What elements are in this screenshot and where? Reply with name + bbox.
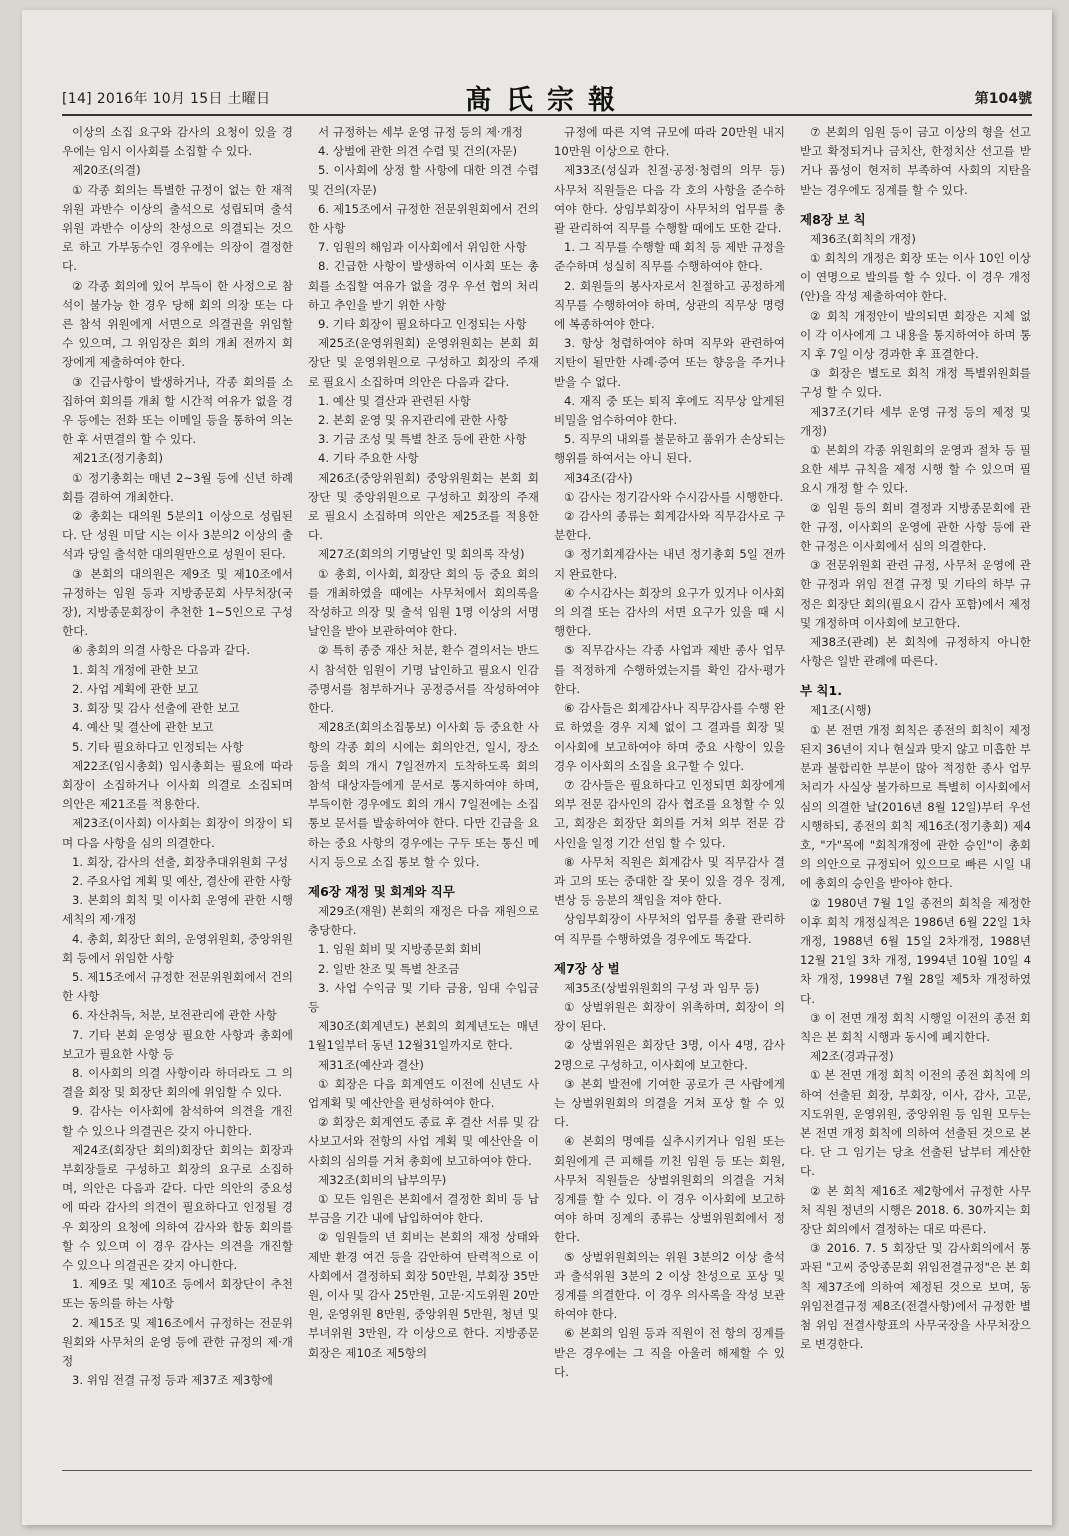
text-paragraph: 7. 임원의 해임과 이사회에서 위임한 사항 [318, 240, 527, 255]
text-paragraph: ④ 수시감사는 회장의 요구가 있거나 이사회의 의결 또는 감사의 서면 요구가 있을 때 시행한다. [554, 585, 785, 639]
newspaper-page [22, 10, 1052, 1525]
text-paragraph: ③ 본회의 대의원은 제9조 및 제10조에서 규정하는 임원 등과 지방종문회 사무처장(국장), 지방종문회장이 추천한 1~5인으로 구성 한다. [62, 566, 293, 639]
text-paragraph: 6. 자산취득, 처분, 보전관리에 관한 사항 [72, 1008, 277, 1023]
text-paragraph: 1. 제9조 및 제10조 등에서 회장단이 추천 또는 동의를 하는 사항 [62, 1277, 293, 1311]
text-paragraph: 2. 일반 찬조 및 특별 찬조금 [318, 961, 460, 976]
text-paragraph: 2. 본회 운영 및 유지관리에 관한 사항 [318, 413, 508, 428]
text-paragraph: 제30조(회계년도) 본회의 회계년도는 매년 1월1일부터 동년 12월31일까지로 한다. [308, 1019, 539, 1053]
text-paragraph: 제1조(시행) [810, 703, 872, 718]
text-paragraph: 제34조(감사) [564, 470, 633, 485]
text-paragraph: ② 회칙 개정안이 발의되면 회장은 지체 없이 각 이사에게 그 내용을 통지하여야 하며 통지 후 7일 이상 경과한 후 표결한다. [800, 308, 1031, 362]
text-paragraph: ⑧ 사무처 직원은 회계감사 및 직무감사 결과 고의 또는 중대한 잘 못이 있을 경우 징계, 변상 등 응분의 책임을 져야 한다. [554, 854, 785, 908]
text-paragraph: 9. 기타 회장이 필요하다고 인정되는 사항 [318, 317, 527, 332]
text-paragraph: ③ 전문위원회 관련 규정, 사무처 운영에 관한 규정과 위임 전결 규정 및 기타의 하부 규정은 회장단 회의(필요시 감사 포함)에서 제정 및 개정하며 이사회에 보고한다. [800, 558, 1031, 630]
text-paragraph: 제32조(회비의 납부의무) [318, 1172, 447, 1187]
text-paragraph: ② 본 회칙 제16조 제2항에서 규정한 사무처 직원 정년의 시행은 2018. 6. 30까지는 회장단 회의에서 결정하는 대로 따른다. [800, 1183, 1031, 1236]
text-paragraph: ① 감사는 정기감사와 수시감사를 시행한다. [564, 489, 784, 504]
text-paragraph: 서 규정하는 세부 운영 규정 등의 제·개정 [318, 125, 523, 139]
text-paragraph: 2. 사업 계획에 관한 보고 [72, 681, 199, 696]
text-paragraph: ① 각종 회의는 특별한 규정이 없는 한 재적위원 과반수 이상의 출석으로 성립되며 출석위원 과반수 이상의 찬성으로 의결되는 것으로 하고 가부동수인 경우에는 의장이 결정한다. [62, 182, 293, 274]
text-paragraph: 상임부회장이 사무처의 업무를 총괄 관리하여 직무를 수행하였을 경우에도 똑같다. [554, 912, 785, 946]
text-paragraph: ② 감사의 종류는 회계감사와 직무감사로 구분한다. [554, 509, 785, 543]
text-paragraph: ③ 이 전면 개정 회칙 시행일 이전의 종전 회칙은 본 회칙 시행과 동시에 폐지한다. [800, 1010, 1031, 1044]
text-paragraph: 제37조(기타 세부 운영 규정 등의 제정 및 개정) [800, 404, 1031, 438]
text-paragraph: 제2조(경과규정) [810, 1049, 894, 1064]
text-paragraph: 4. 상벌에 관한 의견 수렴 및 건의(자문) [318, 144, 518, 159]
text-paragraph: 제26조(중앙위원회) 중앙위원회는 본회 회장단 및 중앙위원으로 구성하고 회장의 주재로 필요시 소집하며 의안은 제25조를 적용한다. [308, 470, 539, 543]
column-3 [554, 123, 785, 1458]
text-paragraph: ③ 본회 발전에 기여한 공로가 큰 사람에게는 상벌위원회의 의결을 거쳐 포상 할 수 있다. [554, 1076, 785, 1130]
text-paragraph: 5. 기타 필요하다고 인정되는 사항 [72, 739, 244, 754]
text-paragraph: 제27조(회의의 기명날인 및 회의록 작성) [318, 547, 525, 562]
text-paragraph: 4. 총회, 회장단 회의, 운영위원회, 중앙위원회 등에서 위임한 사항 [62, 931, 293, 965]
text-paragraph: 1. 회장, 감사의 선출, 회장추대위원회 구성 [72, 854, 289, 869]
text-paragraph: 8. 이사회의 의결 사항이라 하더라도 그 의결을 회장 및 회장단 회의에 위임할 수 있다. [62, 1065, 293, 1100]
text-paragraph: ⑦ 본회의 임원 등이 금고 이상의 형을 선고 받고 확정되거나 금치산, 한정치산 선고를 받거나 품성이 현저히 부족하여 사회의 지탄을 받는 경우에도 징계를 할 수 있다. [800, 125, 1031, 197]
text-paragraph: 2. 제15조 및 제16조에서 규정하는 전문위원회와 사무처의 운영 등에 관한 규정의 제·개정 [62, 1315, 293, 1368]
text-paragraph: ② 각종 회의에 있어 부득이 한 사정으로 참석이 불가능 한 경우 당해 회의 의장 또는 다른 참석 위원에게 서면으로 의결권을 위임할 수 있으며, 그 위임장은 회의 개최 전까지 회장에게 제출하여야 한다. [62, 278, 293, 370]
text-paragraph: 제23조(이사회) 이사회는 회장이 의장이 되며 다음 사항을 심의 의결한다. [62, 816, 293, 850]
text-paragraph: 1. 임원 회비 및 지방종문회 회비 [318, 942, 482, 957]
text-paragraph: 5. 제15조에서 규정한 전문위원회에서 건의한 사항 [62, 969, 293, 1004]
text-paragraph: 9. 감사는 이사회에 참석하여 의견을 개진 할 수 있으나 의결권은 갖지 아니한다. [62, 1104, 293, 1138]
text-paragraph: ① 본 전면 개정 회칙은 종전의 회칙이 제정된지 36년이 지나 현실과 맞지 않고 미흡한 부분과 불합리한 부분이 많아 적정한 종사 업무처리가 사실상 불가하므로 특별히 이사회에서 심의 의결한 날(2016년 8월 12일)부터 우선 시행하되, 종전의 회칙 제16조(정기총회) 제4호, "가"목에 "회칙개정에 관한 승인"이 총회의 의안으로 규정되어 있으므로 빠른 시일 내에 총회의 승인을 받아야 한다. [800, 722, 1031, 891]
text-paragraph: 규정에 따른 지역 규모에 따라 20만원 내지 10만원 이상으로 한다. [554, 125, 785, 159]
text-paragraph: ① 모든 임원은 본회에서 결정한 회비 등 납부금을 기간 내에 납입하여야 한다. [308, 1191, 539, 1226]
bottom-rule [62, 1470, 1032, 1471]
text-paragraph: 제25조(운영위원회) 운영위원회는 본회 회장단 및 운영위원으로 구성하고 회장의 주재로 필요시 소집하며 의안은 다음과 같다. [308, 336, 539, 389]
text-paragraph: 1. 그 직무를 수행할 때 회칙 등 제반 규정을 준수하며 성실히 직무를 수행하여야 한다. [554, 240, 785, 274]
text-paragraph: 제33조(성실과 친절·공정·청렴의 의무 등) 사무처 직원들은 다음 각 호의 사항을 준수하여야 한다. 상임부회장이 사무처의 업무를 총괄 관리하여 직무를 수행할 때에도 또한 같다. [554, 163, 785, 236]
article-columns [62, 123, 1032, 1458]
date-line: [14] 2016年 10月 15日 土曜日 [62, 91, 271, 107]
text-paragraph: 3. 위임 전결 규정 등과 제37조 제3항에 [72, 1373, 273, 1388]
text-paragraph: 1. 회칙 개정에 관한 보고 [72, 662, 199, 677]
text-paragraph: 7. 기타 본회 운영상 필요한 사항과 총회에 보고가 필요한 사항 등 [62, 1027, 293, 1061]
chapter-7-heading: 제7장 상 벌 [554, 960, 620, 976]
text-paragraph: 제20조(의결) [72, 163, 141, 178]
text-paragraph: ⑥ 본회의 임원 등과 직원이 전 항의 징계를 받은 경우에는 그 직을 아울러 해제할 수 있다. [554, 1326, 785, 1379]
text-paragraph: 3. 본회의 회칙 및 이사회 운영에 관한 시행 세칙의 제·개정 [62, 893, 293, 927]
text-paragraph: ⑤ 직무감사는 각종 사업과 제반 종사 업무를 적정하게 수행하였는지를 확인 감사·평가한다. [554, 643, 785, 696]
text-paragraph: 2. 회원들의 봉사자로서 친절하고 공정하게 직무를 수행하여야 하며, 상관의 직무상 명령에 복종하여야 한다. [554, 278, 785, 332]
text-paragraph: ② 총회는 대의원 5분의1 이상으로 성립된다. 단 성원 미달 시는 이사 3분의2 이상의 출석과 당일 출석한 대의원만으로 성원이 된다. [62, 509, 293, 562]
masthead [62, 78, 1032, 116]
text-paragraph: ② 임원 등의 회비 결정과 지방종문회에 관한 규정, 이사회의 운영에 관한 사항 등에 관한 규정은 이사회에서 심의 의결한다. [800, 500, 1031, 554]
text-paragraph: 3. 항상 청렴하여야 하며 직무와 관련하여 지탄이 될만한 사례·증여 또는 향응을 주거나 받을 수 없다. [554, 336, 785, 389]
text-paragraph: ⑦ 감사들은 필요하다고 인정되면 회장에게 외부 전문 감사인의 감사 협조를 요청할 수 있고, 회장은 회장단 회의를 거쳐 외부 전문 감사인을 일정 기간 선임 할 수 있다. [554, 777, 785, 850]
issue-number: 第104號 [974, 91, 1032, 107]
text-paragraph: 제29조(재원) 본회의 재정은 다음 재원으로 충당한다. [308, 903, 539, 938]
text-paragraph: 2. 주요사업 계획 및 예산, 결산에 관한 사항 [72, 873, 292, 888]
text-paragraph: 3. 기금 조성 및 특별 찬조 등에 관한 사항 [318, 432, 527, 447]
text-paragraph: ④ 총회의 의결 사항은 다음과 같다. [72, 643, 251, 658]
text-paragraph: 6. 제15조에서 규정한 전문위원회에서 건의한 사항 [308, 201, 539, 236]
text-paragraph: 제36조(회칙의 개정) [810, 231, 916, 246]
text-paragraph: 제31조(예산과 결산) [318, 1057, 424, 1072]
text-paragraph: ② 특히 종중 재산 처분, 환수 결의서는 반드시 참석한 임원이 기명 날인하고 필요시 인감증명서를 첨부하거나 공정증서를 작성하여야 한다. [308, 643, 539, 716]
text-paragraph: 5. 이사회에 상정 할 사항에 대한 의견 수렴 및 건의(자문) [308, 163, 539, 197]
text-paragraph: 제22조(임시총회) 임시총회는 필요에 따라 회장이 소집하거나 이사회 의결로 소집되며 의안은 제21조를 적용한다. [62, 758, 293, 812]
text-paragraph: ③ 긴급사항이 발생하거나, 각종 회의를 소집하여 회의를 개최 할 시간적 여유가 없을 경우 등에는 전화 또는 이메일 등을 통하여 의논한 후 서면결의 할 수 있다. [62, 374, 293, 447]
text-paragraph: 4. 기타 주요한 사항 [318, 451, 419, 466]
text-paragraph: 3. 사업 수익금 및 기타 금융, 임대 수입금 등 [308, 980, 539, 1014]
text-paragraph: ① 본회의 각종 위원회의 운영과 절차 등 필요한 세부 규칙을 제정 시행 할 수 있으며 필요시 개정 할 수 있다. [800, 443, 1031, 496]
text-paragraph: ③ 2016. 7. 5 회장단 및 감사회의에서 통과된 "고씨 중앙종문회 위임전결규정"은 본 회칙 제37조에 의하여 제정된 것으로 보며, 동 위임전결규정 제8조(전결사항)에서 규정한 별첨 위임 전결사항표의 사무국장을 사무처장으로 변경한다. [800, 1241, 1031, 1352]
text-paragraph: ⑤ 상벌위원회의는 위원 3분의2 이상 출석과 출석위원 3분의 2 이상 찬성으로 포상 및 징계를 의결한다. 이 경우 의사록을 작성 보관하여야 한다. [554, 1249, 785, 1322]
column-2 [308, 123, 539, 1458]
text-paragraph: 5. 직무의 내외를 불문하고 품위가 손상되는 행위를 하여서는 아니 된다. [554, 432, 785, 466]
text-paragraph: 제24조(회장단 회의)회장단 회의는 회장과 부회장들로 구성하고 회장의 요구로 소집하며, 의안은 다음과 같다. 다만 의안의 중요성에 따라 감사의 의견이 필요하다고 인정될 경우 회장의 요청에 의하여 감사와 합동 회의를 할 수 있으며 이 경우 감사는 의견을 개진할 수 있으나 의결권은 갖지 아니한다. [62, 1142, 293, 1272]
text-paragraph: ① 상벌위원은 회장이 위촉하며, 회장이 의장이 된다. [554, 999, 785, 1034]
text-paragraph: ① 본 전면 개정 회칙 이전의 종전 회칙에 의하여 선출된 회장, 부회장, 이사, 감사, 고문, 지도위원, 운영위원, 중앙위원 등 임원 모두는 본 전면 개정 회칙에 의하여 선출된 것으로 본다. 단 그 임기는 당초 선출된 날부터 계산한다. [800, 1068, 1031, 1179]
text-paragraph: ② 회장은 회계연도 종료 후 결산 서류 및 감사보고서와 전항의 사업 계획 및 예산안을 이사회의 심의를 거쳐 총회에 보고하여야 한다. [308, 1115, 539, 1168]
text-paragraph: ④ 본회의 명예를 실추시키거나 임원 또는 회원에게 큰 피해를 끼친 임원 등 또는 회원, 사무처 직원들은 상벌위원회의 의결을 거쳐 징계를 할 수 있다. 이 경우 이사회에 보고하여야 하며 징계의 종류는 상벌위원회에서 정한다. [554, 1134, 785, 1245]
text-paragraph: ② 임원들의 년 회비는 본회의 재정 상태와 제반 환경 여건 등을 감안하여 탄력적으로 이사회에서 결정하되 회장 50만원, 부회장 35만원, 이사 및 감사 25만원, 고문·지도위원 20만원, 운영위원 8만원, 중앙위원 5만원, 청년 및 부녀위원 3만원, 각 이상으로 한다. 지방종문회장은 제10조 제5항의 [308, 1230, 539, 1360]
text-paragraph: 4. 예산 및 결산에 관한 보고 [72, 720, 214, 735]
text-paragraph: ① 정기총회는 매년 2~3월 등에 신년 하례회를 겸하여 개최한다. [62, 470, 293, 504]
text-paragraph: 제21조(정기총회) [72, 451, 163, 466]
text-paragraph: ② 1980년 7월 1일 종전의 회칙을 제정한 이후 회칙 개정실적은 1986년 6월 22일 1차개정, 1988년 6월 15일 2차개정, 1988년 12월 21일 3차 개정, 1994년 10월 10일 4차 개정, 1998년 7월 28일 제5차 개정하였다. [800, 895, 1031, 1006]
text-paragraph: ① 회장은 다음 회계연도 이전에 신년도 사업계획 및 예산안을 편성하여야 한다. [308, 1076, 539, 1110]
text-paragraph: 제35조(상벌위원회의 구성 과 임무 등) [564, 980, 760, 995]
column-1 [62, 123, 293, 1458]
text-paragraph: 제28조(회의소집통보) 이사회 등 중요한 사항의 각종 회의 시에는 회의안건, 일시, 장소 등을 회의 개시 7일전까지 도착하도록 회의 참석 대상자들에게 문서로 통지하여야 하며, 부득이한 경우에도 회의 개시 7일전에는 소집 통보 문서를 발송하여야 한다. 다만 긴급을 요하는 중요 사항의 경우에는 구두 또는 통신 메시지 등으로 소집 통보 할 수 있다. [308, 720, 539, 869]
text-paragraph: 8. 긴급한 사항이 발생하여 이사회 또는 총회를 소집할 여유가 없을 경우 우선 협의 처리하고 추인을 받기 위한 사항 [308, 259, 539, 312]
text-paragraph: 3. 회장 및 감사 선출에 관한 보고 [72, 701, 240, 716]
text-paragraph: 이상의 소집 요구와 감사의 요청이 있을 경우에는 임시 이사회를 소집할 수 있다. [62, 125, 293, 159]
supplementary-heading: 부 칙1. [800, 683, 842, 699]
text-paragraph: ③ 정기회계감사는 내년 정기총회 5일 전까지 완료한다. [554, 547, 785, 581]
text-paragraph: 제38조(관례) 본 회칙에 규정하지 아니한 사항은 일반 관례에 따른다. [800, 635, 1031, 669]
newspaper-title: 髙氏宗報 [465, 85, 629, 116]
text-paragraph: ② 상벌위원은 회장단 3명, 이사 4명, 감사 2명으로 구성하고, 이사회에 보고한다. [554, 1038, 785, 1072]
text-paragraph: 1. 예산 및 결산과 관련된 사항 [318, 393, 471, 408]
text-paragraph: ③ 회장은 별도로 회칙 개정 특별위원회를 구성 할 수 있다. [800, 366, 1031, 400]
text-paragraph: ① 총회, 이사회, 회장단 회의 등 중요 회의를 개최하였을 때에는 사무처에서 회의록을 작성하고 의장 및 출석 임원 1명 이상의 서명 날인을 받아 보관하여야 한다. [308, 566, 539, 639]
column-4 [800, 123, 1031, 1458]
chapter-6-heading: 제6장 재정 및 회계와 직무 [308, 883, 455, 899]
chapter-8-heading: 제8장 보 칙 [800, 211, 866, 227]
text-paragraph: ⑥ 감사들은 회계감사나 직무감사를 수행 완료 하였을 경우 지체 없이 그 결과를 회장 및 이사회에 보고하여야 하며 중요 사항이 있을 경우 이사회의 소집을 요구할 수 있다. [554, 701, 785, 773]
text-paragraph: ① 회칙의 개정은 회장 또는 이사 10인 이상이 연명으로 발의를 할 수 있다. 이 경우 개정(안)을 작성 제출하여야 한다. [800, 251, 1031, 304]
text-paragraph: 4. 재직 중 또는 퇴직 후에도 직무상 알게된 비밀을 엄수하여야 한다. [554, 393, 785, 428]
